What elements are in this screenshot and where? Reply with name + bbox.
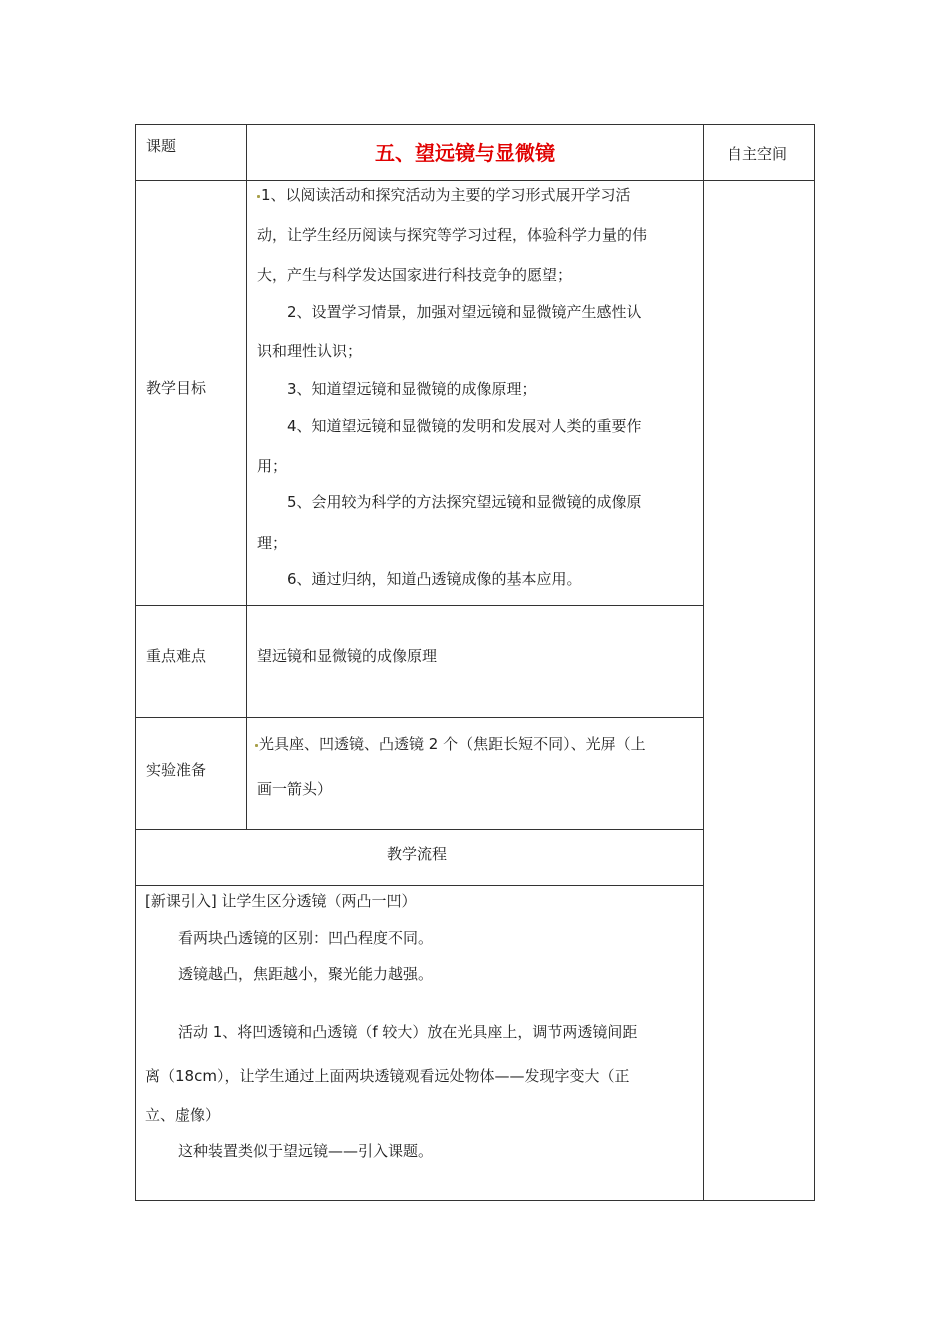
flow-line: [新课引入] 让学生区分透镜（两凸一凹） (145, 892, 417, 910)
goal-line: 1、以阅读活动和探究活动为主要的学习形式展开学习活 (261, 186, 631, 204)
goal-line: 5、会用较为科学的方法探究望远镜和显微镜的成像原 (287, 493, 642, 511)
goal-line: 大，产生与科学发达国家进行科技竞争的愿望； (257, 266, 573, 284)
prep-line: 光具座、凹透镜、凸透镜 2 个（焦距长短不同）、光屏（上 (259, 735, 646, 753)
flow-line: 活动 1、将凹透镜和凸透镜（f 较大）放在光具座上，调节两透镜间距 (178, 1023, 638, 1041)
table-border-left (135, 124, 136, 1201)
key-points-text: 望远镜和显微镜的成像原理 (257, 647, 438, 665)
topic-label: 课题 (146, 137, 177, 155)
goal-line: 动，让学生经历阅读与探究等学习过程，体验科学力量的伟 (257, 226, 648, 244)
revision-mark (257, 195, 260, 198)
row-divider-prep (135, 829, 704, 830)
revision-mark (255, 744, 258, 747)
column-divider-side (703, 124, 704, 1201)
goals-label: 教学目标 (146, 379, 207, 397)
row-divider-key (135, 717, 704, 718)
flow-line: 离（18cm），让学生通过上面两块透镜观看远处物体——发现字变大（正 (145, 1067, 630, 1085)
page-title: 五、望远镜与显微镜 (375, 141, 555, 165)
table-border-top (135, 124, 815, 125)
flow-line: 透镜越凸，焦距越小，聚光能力越强。 (178, 965, 434, 983)
row-divider-flow (135, 885, 704, 886)
goal-line: 4、知道望远镜和显微镜的发明和发展对人类的重要作 (287, 417, 642, 435)
flow-line: 这种装置类似于望远镜——引入课题。 (178, 1142, 434, 1160)
table-border-bottom (135, 1200, 815, 1201)
side-space-label: 自主空间 (727, 145, 788, 163)
prep-label: 实验准备 (146, 761, 207, 779)
prep-line: 画一箭头） (257, 780, 333, 798)
goal-line: 理； (257, 534, 288, 552)
row-divider-title (135, 180, 815, 181)
goal-line: 2、设置学习情景，加强对望远镜和显微镜产生感性认 (287, 303, 642, 321)
goal-line: 识和理性认识； (257, 342, 363, 360)
goal-line: 3、知道望远镜和显微镜的成像原理； (287, 380, 537, 398)
goal-line: 6、通过归纳，知道凸透镜成像的基本应用。 (287, 570, 582, 588)
goal-line: 用； (257, 457, 288, 475)
column-divider-label (246, 124, 247, 830)
table-border-right (814, 124, 815, 1201)
flow-line: 看两块凸透镜的区别：凹凸程度不同。 (178, 929, 434, 947)
key-points-label: 重点难点 (146, 647, 207, 665)
flow-label: 教学流程 (387, 845, 448, 863)
row-divider-goals (135, 605, 704, 606)
flow-line: 立、虚像） (145, 1106, 221, 1124)
